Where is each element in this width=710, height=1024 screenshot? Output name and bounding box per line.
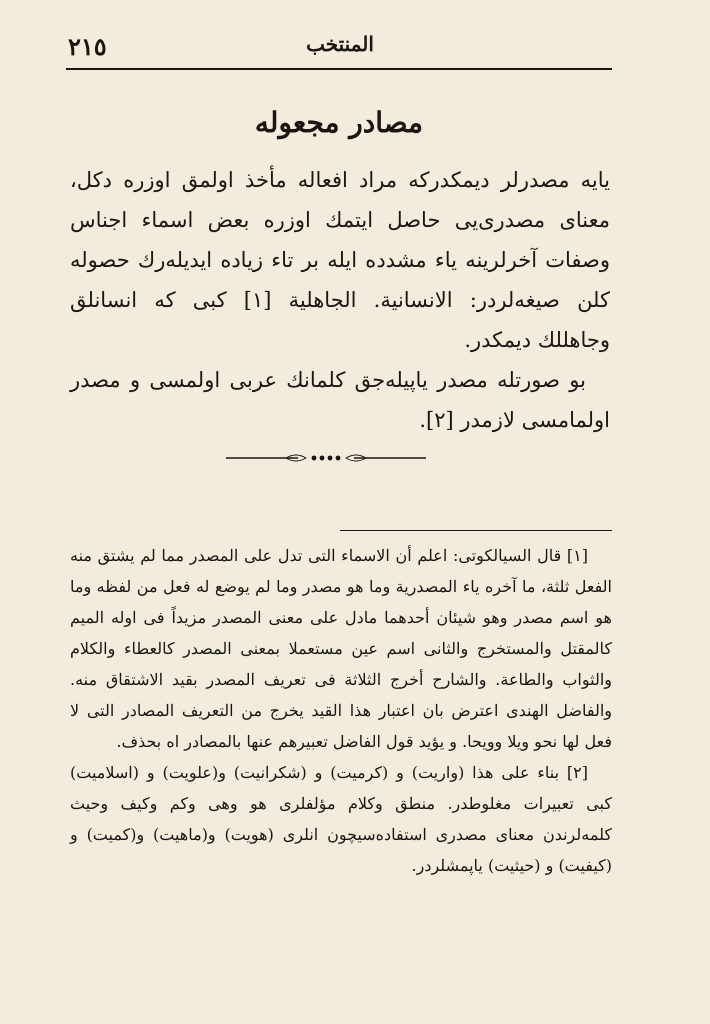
body-paragraph: یایه مصدرلر دیمکدرکه مراد افعاله مأخذ اولمق اوزره دکل، معنای مصدری‌یی حاصل ایتمك اوزره بعض اسماء اجناس وصفات آخرلرینه یاء مشدده ایله بر تاء زیاده ایدیله‌رك حصوله کلن صیغه‌لردر: الانسانیة. الجاهلیة [١] کبی که انسانلق وجاهللك دیمکدر. <box>70 168 611 352</box>
footnote-rule <box>340 530 612 531</box>
running-title: المنتخب <box>306 32 374 56</box>
body-text <box>70 160 610 440</box>
footnote: [١] قال السیالکوتی: اعلم أن الاسماء التی تدل علی المصدر مما لم یشتق منه الفعل ثلثة، ما آخره یاء المصدریة وما هو مصدر وما لم یوضع له فعل من لفظه وما هو اسم مصدر وهو شیئان أحدهما مادل علی معنی المصدر مزیداً فی اوله المیم کالمقتل والمستخرج والثانی اسم عین مستعملا بمعنی المصدر کالعطاء والکلام والثواب والطاعة. والشارح أخرج الثلاثة فی تعریف المصدر بقید الاشتقاق منه. والفاضل الهندی اعترض بان اعتبار هذا القید یخرج من التعریف المصادر التی لا فعل لها نحو ویلا وویحا. و یؤید قول الفاضل تعبیرهم عنها بالمصادر اه بحذف. <box>70 546 612 751</box>
page-number: ٢١٥ <box>68 32 107 61</box>
footnotes <box>70 540 612 881</box>
footnote: [٢] بناء علی هذا (واریت) و (کرمیت) و (شکرانیت) و(علویت) و (اسلامیت) کبی تعبیرات مغلوطدر. منطق وکلام مؤلفلری هو وهی وکم وکیف وحیث کلمه‌لرندن معنای مصدری استفاده‌سیچون انلری (هویت) و(ماهیت) و(کمیت) و (کیفیت) و (حیثیت) یاپمشلردر. <box>70 763 612 875</box>
section-title: مصادر مجعوله <box>254 106 424 139</box>
header-rule <box>66 68 612 70</box>
ornament-divider <box>226 448 426 468</box>
body-paragraph: بو صورتله مصدر یاپیله‌جق کلمانك عربی اولمسی و مصدر اولمامسی لازمدر [٢]. <box>70 368 610 432</box>
page-header <box>66 28 614 68</box>
